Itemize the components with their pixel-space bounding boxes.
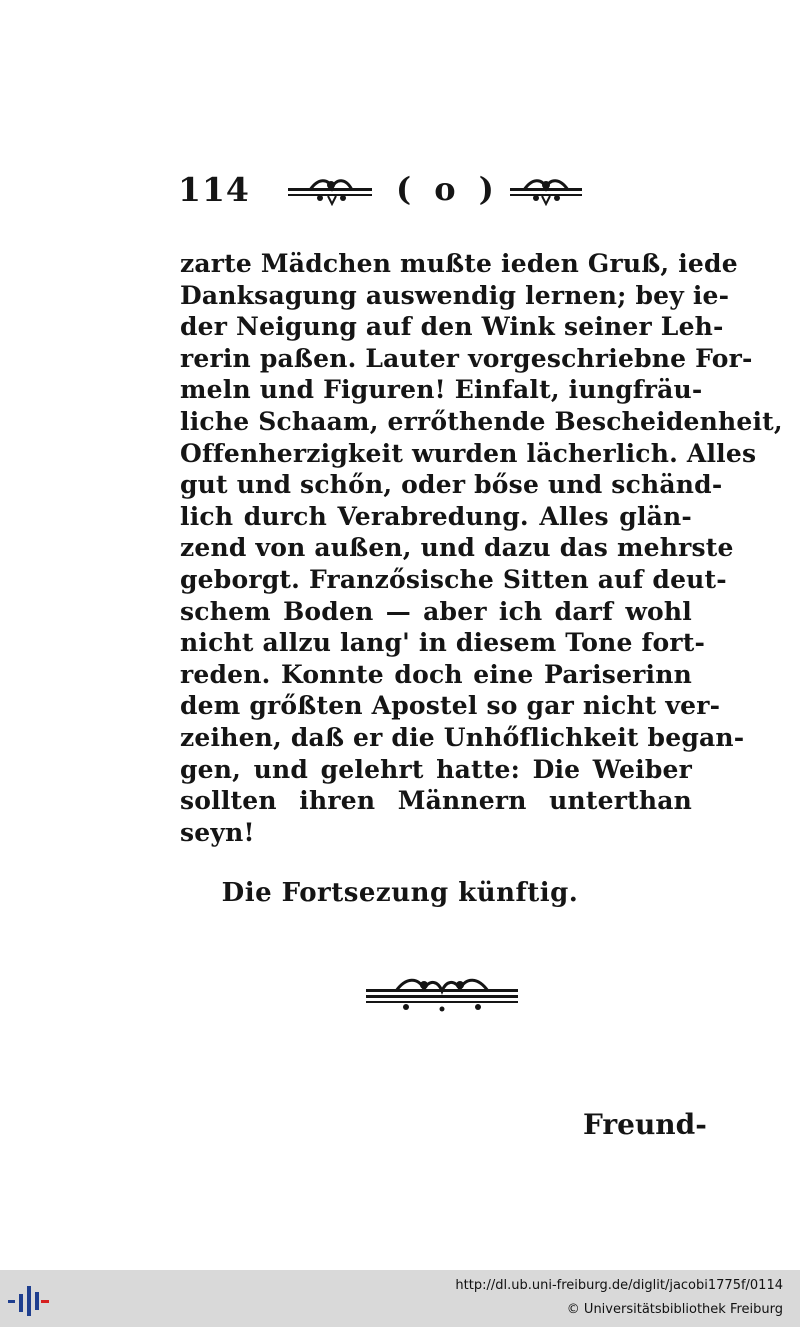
text-line: liche Schaam, errőthende Bescheidenheit, (180, 406, 783, 436)
ornament-icon (288, 176, 372, 206)
text-line: zarte Mädchen mußte ieden Gruß, iede (180, 249, 738, 278)
body-text (180, 248, 783, 848)
page-header (178, 168, 698, 218)
footer-bar (0, 1270, 800, 1327)
ornament-icon (510, 176, 582, 206)
text-line: reden. Konnte doch eine Pariserinn (180, 659, 692, 689)
page-number: 114 (178, 170, 250, 209)
ub-freiburg-logo-icon[interactable] (8, 1280, 50, 1318)
text-line: zend von außen, und dazu das mehrste (180, 533, 734, 563)
text-line: Danksagung auswendig lernen; bey ie- (180, 280, 730, 310)
text-line: geborgt. Franzősische Sitten auf deut- (180, 564, 727, 594)
text-line: meln und Figuren! Einfalt, iungfräu- (180, 375, 703, 405)
text-line: gen, und gelehrt hatte: Die Weiber (180, 754, 692, 784)
text-line: Offenherzigkeit wurden lächerlich. Alles (180, 438, 757, 468)
text-line: sollten ihren Männern unterthan (180, 786, 692, 816)
text-line: lich durch Verabredung. Alles glän- (180, 501, 692, 531)
ornament-icon (366, 975, 518, 1015)
closing-line: Die Fortsezung künftig. (221, 878, 579, 908)
text-line: nicht allzu lang' in diesem Tone fort- (180, 628, 706, 658)
text-line: der Neigung auf den Wink seiner Leh- (180, 312, 724, 342)
text-line: zeihen, daß er die Unhőflichkeit began- (180, 722, 745, 752)
text-line: schem Boden — aber ich darf wohl (180, 596, 692, 626)
text-line: seyn! (180, 817, 255, 847)
text-line: rerin paßen. Lauter vorgeschriebne For- (180, 343, 753, 373)
source-url[interactable]: http://dl.ub.uni-freiburg.de/diglit/jacobi1775f/0114 (455, 1278, 783, 1293)
running-head: ( o ) (396, 170, 500, 208)
text-line: gut und schőn, oder bőse und schänd- (180, 470, 723, 500)
text-line: dem grőßten Apostel so gar nicht ver- (180, 691, 721, 721)
copyright-notice: © Universitätsbibliothek Freiburg (566, 1302, 783, 1317)
catchword: Freund- (583, 1108, 707, 1141)
